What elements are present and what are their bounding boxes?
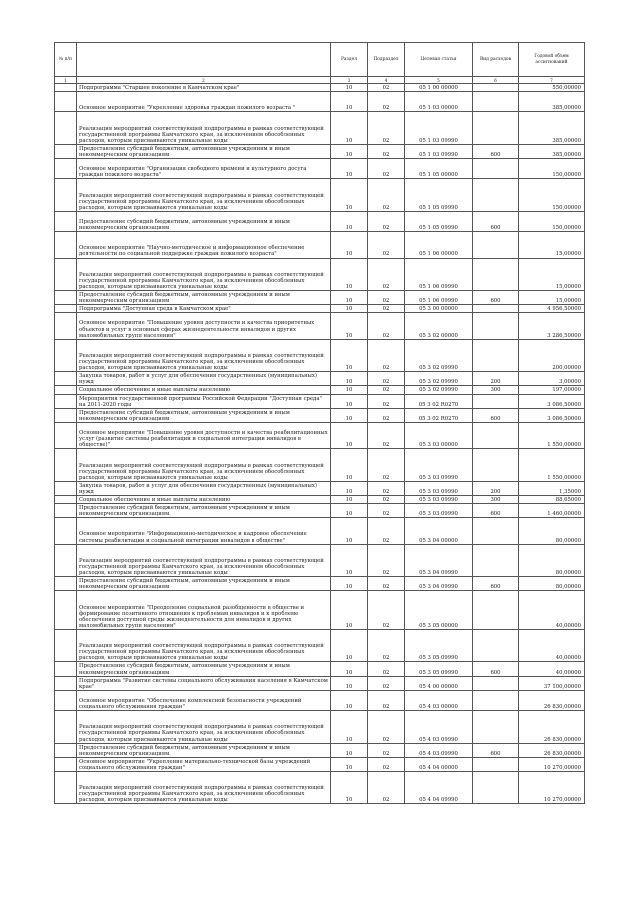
row-number-cell [55, 690, 77, 710]
row-number-cell [55, 386, 77, 394]
table-row [55, 305, 585, 313]
col-header-razdel: Раздел [331, 43, 368, 77]
row-number-cell [55, 495, 77, 503]
table-row [55, 743, 585, 757]
razdel-cell: 10 [331, 591, 368, 630]
target-article-cell: 05 3 05 09990 [405, 629, 473, 662]
expense-type-cell [473, 112, 519, 145]
row-number-cell [55, 757, 77, 771]
table-row [55, 495, 585, 503]
target-article-cell: 05 3 02 09990 [405, 339, 473, 372]
amount-cell: 385,00000 [519, 92, 585, 112]
razdel-cell: 10 [331, 232, 368, 258]
item-name-cell: Предоставление субсидий бюджетным, автономным учреждениям и иным некоммерческим организациям [77, 291, 331, 305]
amount-cell: 3,00000 [519, 372, 585, 386]
expense-type-cell [473, 313, 519, 339]
row-number-cell [55, 258, 77, 291]
col-number: 3 [331, 77, 368, 84]
table-row [55, 771, 585, 804]
item-name-cell: Социальное обеспечение и иные выплаты населению [77, 386, 331, 394]
target-article-cell: 05 4 04 00000 [405, 757, 473, 771]
razdel-cell: 10 [331, 394, 368, 408]
item-name-cell: Основное мероприятие "Повышение уровня доступности и качества приоритетных объектов и услуг в основных сферах жизнедеятельности инвалидов и других маломобильных групп населения" [77, 313, 331, 339]
amount-cell: 80,00000 [519, 544, 585, 577]
amount-cell: 3 286,50000 [519, 313, 585, 339]
razdel-cell: 10 [331, 92, 368, 112]
razdel-cell: 10 [331, 518, 368, 544]
podrazdel-cell: 02 [368, 757, 405, 771]
expense-type-cell [473, 339, 519, 372]
razdel-cell: 10 [331, 676, 368, 690]
row-number-cell [55, 211, 77, 231]
item-name-cell: Предоставление субсидий бюджетным, автономным учреждениям и иным некоммерческим организациям [77, 504, 331, 518]
amount-cell: 150,00000 [519, 179, 585, 212]
col-header-expense-type: Вид расходов [473, 43, 519, 77]
amount-cell: 40,00000 [519, 629, 585, 662]
podrazdel-cell: 02 [368, 211, 405, 231]
row-number-cell [55, 305, 77, 313]
podrazdel-cell: 02 [368, 386, 405, 394]
expense-type-cell [473, 305, 519, 313]
target-article-cell: 05 3 00 00000 [405, 305, 473, 313]
podrazdel-cell: 02 [368, 408, 405, 422]
expense-type-cell [473, 591, 519, 630]
razdel-cell: 10 [331, 258, 368, 291]
expense-type-cell: 200 [473, 481, 519, 495]
item-name-cell: Основное мероприятие "Повышение уровня доступности и качества реабилитационных услуг (развитие системы реабилитации и социальной интеграции инвалидов в обществе)" [77, 422, 331, 448]
podrazdel-cell: 02 [368, 258, 405, 291]
target-article-cell: 05 1 06 00000 [405, 232, 473, 258]
expense-type-cell [473, 676, 519, 690]
col-number: 2 [77, 77, 331, 84]
amount-cell: 385,00000 [519, 144, 585, 158]
item-name-cell: Реализация мероприятий соответствующей подпрограммы в рамках соответствующей государственной программы Камчатского края, за исключением обособленных расходов, которым присваиваются уникальные коды [77, 179, 331, 212]
item-name-cell: Реализация мероприятий соответствующей подпрограммы в рамках соответствующей государственной программы Камчатского края, за исключением обособленных расходов, которым присваиваются уникальные коды [77, 771, 331, 804]
item-name-cell: Закупка товаров, работ и услуг для обеспечения государственных (муниципальных) нужд [77, 481, 331, 495]
item-name-cell: Социальное обеспечение и иные выплаты населению [77, 495, 331, 503]
target-article-cell: 05 3 02 09990 [405, 372, 473, 386]
expense-type-cell: 600 [473, 504, 519, 518]
item-name-cell: Реализация мероприятий соответствующей подпрограммы в рамках соответствующей государственной программы Камчатского края, за исключением обособленных расходов, которым присваиваются уникальные коды [77, 112, 331, 145]
razdel-cell: 10 [331, 449, 368, 482]
podrazdel-cell: 02 [368, 591, 405, 630]
col-header-annual-amount: Годовой объем ассигнований [519, 43, 585, 77]
razdel-cell: 10 [331, 757, 368, 771]
razdel-cell: 10 [331, 408, 368, 422]
table-row [55, 84, 585, 92]
item-name-cell: Подпрограмма "Старшее поколение в Камчатском крае" [77, 84, 331, 92]
amount-cell: 40,00000 [519, 662, 585, 676]
target-article-cell: 05 3 02 00000 [405, 313, 473, 339]
target-article-cell: 05 1 05 00000 [405, 159, 473, 179]
table-row [55, 690, 585, 710]
podrazdel-cell: 02 [368, 422, 405, 448]
table-row [55, 757, 585, 771]
razdel-cell: 10 [331, 743, 368, 757]
expense-type-cell: 600 [473, 743, 519, 757]
row-number-cell [55, 408, 77, 422]
amount-cell: 10 270,00000 [519, 771, 585, 804]
razdel-cell: 10 [331, 662, 368, 676]
razdel-cell: 10 [331, 339, 368, 372]
razdel-cell: 10 [331, 481, 368, 495]
expense-type-cell [473, 179, 519, 212]
podrazdel-cell: 02 [368, 179, 405, 212]
col-header-number: № п/п [55, 43, 77, 77]
item-name-cell: Предоставление субсидий бюджетным, автономным учреждениям и иным некоммерческим организациям [77, 577, 331, 591]
amount-cell: 550,00000 [519, 84, 585, 92]
podrazdel-cell: 02 [368, 544, 405, 577]
target-article-cell: 05 3 04 09990 [405, 577, 473, 591]
razdel-cell: 10 [331, 544, 368, 577]
target-article-cell: 05 3 03 09990 [405, 481, 473, 495]
table-row [55, 629, 585, 662]
col-number: 6 [473, 77, 519, 84]
podrazdel-cell: 02 [368, 711, 405, 744]
row-number-cell [55, 84, 77, 92]
podrazdel-cell: 02 [368, 518, 405, 544]
podrazdel-cell: 02 [368, 676, 405, 690]
table-row [55, 676, 585, 690]
target-article-cell: 05 1 06 09990 [405, 258, 473, 291]
target-article-cell: 05 1 05 09990 [405, 179, 473, 212]
podrazdel-cell: 02 [368, 92, 405, 112]
table-row [55, 144, 585, 158]
table-row [55, 408, 585, 422]
table-row [55, 386, 585, 394]
podrazdel-cell: 02 [368, 504, 405, 518]
amount-cell: 37 100,00000 [519, 676, 585, 690]
amount-cell: 40,00000 [519, 591, 585, 630]
table-row [55, 112, 585, 145]
target-article-cell: 05 3 03 09990 [405, 449, 473, 482]
item-name-cell: Основное мероприятие "Укрепление материально-технической базы учреждений социального обслуживания граждан" [77, 757, 331, 771]
table-row [55, 449, 585, 482]
item-name-cell: Реализация мероприятий соответствующей подпрограммы в рамках соответствующей государственной программы Камчатского края, за исключением обособленных расходов, которым присваиваются уникальные коды [77, 544, 331, 577]
expense-type-cell: 600 [473, 408, 519, 422]
amount-cell: 80,00000 [519, 518, 585, 544]
expense-type-cell: 300 [473, 495, 519, 503]
expense-type-cell [473, 232, 519, 258]
table-row [55, 481, 585, 495]
target-article-cell: 05 1 03 09990 [405, 144, 473, 158]
item-name-cell: Реализация мероприятий соответствующей подпрограммы в рамках соответствующей государственной программы Камчатского края, за исключением обособленных расходов, которым присваиваются уникальные коды [77, 258, 331, 291]
podrazdel-cell: 02 [368, 112, 405, 145]
target-article-cell: 05 3 03 00000 [405, 422, 473, 448]
expense-type-cell [473, 757, 519, 771]
table-row [55, 518, 585, 544]
target-article-cell: 05 4 03 00000 [405, 690, 473, 710]
item-name-cell: Предоставление субсидий бюджетным, автономным учреждениям и иным некоммерческим организациям [77, 662, 331, 676]
table-row [55, 544, 585, 577]
item-name-cell: Предоставление субсидий бюджетным, автономным учреждениям и иным некоммерческим организациям [77, 211, 331, 231]
table-row [55, 179, 585, 212]
target-article-cell: 05 4 04 09990 [405, 771, 473, 804]
podrazdel-cell: 02 [368, 481, 405, 495]
row-number-cell [55, 711, 77, 744]
item-name-cell: Реализация мероприятий соответствующей подпрограммы в рамках соответствующей государственной программы Камчатского края, за исключением обособленных расходов, которым присваиваются уникальные коды [77, 629, 331, 662]
target-article-cell: 05 4 03 09990 [405, 743, 473, 757]
item-name-cell: Основное мероприятие "Организация свободного времени и культурного досуга граждан пожилого возраста" [77, 159, 331, 179]
expense-type-cell [473, 711, 519, 744]
target-article-cell: 05 3 02 09990 [405, 386, 473, 394]
col-number: 7 [519, 77, 585, 84]
budget-document [54, 42, 584, 804]
target-article-cell: 05 4 03 09990 [405, 711, 473, 744]
podrazdel-cell: 02 [368, 232, 405, 258]
row-number-cell [55, 179, 77, 212]
target-article-cell: 05 1 03 00000 [405, 92, 473, 112]
target-article-cell: 05 3 02 R0270 [405, 408, 473, 422]
col-number: 4 [368, 77, 405, 84]
amount-cell: 385,00000 [519, 112, 585, 145]
amount-cell: 150,00000 [519, 159, 585, 179]
row-number-cell [55, 159, 77, 179]
razdel-cell: 10 [331, 504, 368, 518]
row-number-cell [55, 394, 77, 408]
item-name-cell: Основное мероприятие "Обеспечение комплексной безопасности учреждений социального обслуживания граждан" [77, 690, 331, 710]
target-article-cell: 05 3 05 09990 [405, 662, 473, 676]
target-article-cell: 05 1 03 09990 [405, 112, 473, 145]
table-row [55, 92, 585, 112]
razdel-cell: 10 [331, 313, 368, 339]
expense-type-cell: 600 [473, 577, 519, 591]
podrazdel-cell: 02 [368, 313, 405, 339]
table-row [55, 159, 585, 179]
col-number: 5 [405, 77, 473, 84]
amount-cell: 197,00000 [519, 386, 585, 394]
table-body [55, 84, 585, 804]
razdel-cell: 10 [331, 386, 368, 394]
row-number-cell [55, 504, 77, 518]
expense-type-cell: 300 [473, 386, 519, 394]
table-row [55, 291, 585, 305]
row-number-cell [55, 144, 77, 158]
amount-cell: 4 956,50000 [519, 305, 585, 313]
expense-type-cell [473, 422, 519, 448]
expense-type-cell: 600 [473, 144, 519, 158]
podrazdel-cell: 02 [368, 291, 405, 305]
item-name-cell: Предоставление субсидий бюджетным, автономным учреждениям и иным некоммерческим организациям [77, 144, 331, 158]
podrazdel-cell: 02 [368, 159, 405, 179]
podrazdel-cell: 02 [368, 495, 405, 503]
row-number-cell [55, 577, 77, 591]
row-number-cell [55, 313, 77, 339]
table-row [55, 394, 585, 408]
row-number-cell [55, 232, 77, 258]
col-header-name [77, 43, 331, 77]
table-row [55, 662, 585, 676]
target-article-cell: 05 3 04 00000 [405, 518, 473, 544]
row-number-cell [55, 291, 77, 305]
podrazdel-cell: 02 [368, 305, 405, 313]
table-row [55, 422, 585, 448]
expense-type-cell [473, 258, 519, 291]
item-name-cell: Мероприятия государственной программы Российской Федерации "Доступная среда" на 2011-2020 годы [77, 394, 331, 408]
item-name-cell: Закупка товаров, работ и услуг для обеспечения государственных (муниципальных) нужд [77, 372, 331, 386]
row-number-cell [55, 372, 77, 386]
razdel-cell: 10 [331, 84, 368, 92]
expense-type-cell [473, 84, 519, 92]
amount-cell: 26 830,00000 [519, 711, 585, 744]
row-number-cell [55, 544, 77, 577]
table-row [55, 577, 585, 591]
amount-cell: 150,00000 [519, 211, 585, 231]
podrazdel-cell: 02 [368, 771, 405, 804]
expense-type-cell [473, 92, 519, 112]
podrazdel-cell: 02 [368, 84, 405, 92]
expense-type-cell [473, 394, 519, 408]
amount-cell: 26 830,00000 [519, 690, 585, 710]
row-number-cell [55, 771, 77, 804]
item-name-cell: Реализация мероприятий соответствующей подпрограммы в рамках соответствующей государственной программы Камчатского края, за исключением обособленных расходов, которым присваиваются уникальные коды [77, 711, 331, 744]
table-row [55, 211, 585, 231]
amount-cell: 1 550,00000 [519, 422, 585, 448]
razdel-cell: 10 [331, 629, 368, 662]
row-number-cell [55, 662, 77, 676]
expense-type-cell [473, 771, 519, 804]
expense-type-cell: 600 [473, 662, 519, 676]
row-number-cell [55, 591, 77, 630]
col-header-target-article: Целевая статья [405, 43, 473, 77]
expense-type-cell: 200 [473, 372, 519, 386]
expense-type-cell: 600 [473, 211, 519, 231]
table-row [55, 372, 585, 386]
razdel-cell: 10 [331, 690, 368, 710]
expense-type-cell [473, 629, 519, 662]
row-number-cell [55, 743, 77, 757]
table-row [55, 339, 585, 372]
amount-cell: 200,00000 [519, 339, 585, 372]
amount-cell: 1 460,00000 [519, 504, 585, 518]
amount-cell: 3 086,50000 [519, 394, 585, 408]
target-article-cell: 05 1 06 09990 [405, 291, 473, 305]
amount-cell: 1,35000 [519, 481, 585, 495]
podrazdel-cell: 02 [368, 629, 405, 662]
item-name-cell: Основное мероприятие "Информационно-методическое и кадровое обеспечение системы реабилитации и социальной интеграции инвалидов в обществе" [77, 518, 331, 544]
col-header-podrazdel: Подраздел [368, 43, 405, 77]
amount-cell: 15,00000 [519, 232, 585, 258]
row-number-cell [55, 339, 77, 372]
podrazdel-cell: 02 [368, 690, 405, 710]
target-article-cell: 05 3 02 R0270 [405, 394, 473, 408]
podrazdel-cell: 02 [368, 339, 405, 372]
item-name-cell: Основное мероприятие "Укрепление здоровья граждан пожилого возраста " [77, 92, 331, 112]
table-row [55, 313, 585, 339]
expense-type-cell: 600 [473, 291, 519, 305]
podrazdel-cell: 02 [368, 144, 405, 158]
row-number-cell [55, 481, 77, 495]
amount-cell: 15,00000 [519, 258, 585, 291]
budget-table [54, 42, 585, 804]
row-number-cell [55, 422, 77, 448]
item-name-cell: Предоставление субсидий бюджетным, автономным учреждениям и иным некоммерческим организациям [77, 743, 331, 757]
razdel-cell: 10 [331, 305, 368, 313]
target-article-cell: 05 3 04 09990 [405, 544, 473, 577]
razdel-cell: 10 [331, 211, 368, 231]
podrazdel-cell: 02 [368, 372, 405, 386]
item-name-cell: Реализация мероприятий соответствующей подпрограммы в рамках соответствующей государственной программы Камчатского края, за исключением обособленных расходов, которым присваиваются уникальные коды [77, 449, 331, 482]
target-article-cell: 05 3 05 00000 [405, 591, 473, 630]
podrazdel-cell: 02 [368, 577, 405, 591]
razdel-cell: 10 [331, 112, 368, 145]
row-number-cell [55, 449, 77, 482]
amount-cell: 80,00000 [519, 577, 585, 591]
expense-type-cell [473, 159, 519, 179]
razdel-cell: 10 [331, 179, 368, 212]
row-number-cell [55, 629, 77, 662]
row-number-cell [55, 112, 77, 145]
amount-cell: 3 086,50000 [519, 408, 585, 422]
podrazdel-cell: 02 [368, 449, 405, 482]
razdel-cell: 10 [331, 577, 368, 591]
row-number-cell [55, 518, 77, 544]
table-row [55, 504, 585, 518]
podrazdel-cell: 02 [368, 662, 405, 676]
row-number-cell [55, 676, 77, 690]
item-name-cell: Основное мероприятие "Научно-методическое и информационное обеспечение деятельности по социальной поддержке граждан пожилого возраста" [77, 232, 331, 258]
razdel-cell: 10 [331, 144, 368, 158]
razdel-cell: 10 [331, 422, 368, 448]
target-article-cell: 05 4 00 00000 [405, 676, 473, 690]
header-row [55, 43, 585, 77]
amount-cell: 26 830,00000 [519, 743, 585, 757]
table-row [55, 711, 585, 744]
col-number: 1 [55, 77, 77, 84]
expense-type-cell [473, 449, 519, 482]
razdel-cell: 10 [331, 711, 368, 744]
razdel-cell: 10 [331, 159, 368, 179]
target-article-cell: 05 3 03 09990 [405, 495, 473, 503]
expense-type-cell [473, 690, 519, 710]
razdel-cell: 10 [331, 495, 368, 503]
razdel-cell: 10 [331, 372, 368, 386]
target-article-cell: 05 3 03 09990 [405, 504, 473, 518]
target-article-cell: 05 1 05 09990 [405, 211, 473, 231]
expense-type-cell [473, 518, 519, 544]
table-row [55, 232, 585, 258]
podrazdel-cell: 02 [368, 743, 405, 757]
table-row [55, 591, 585, 630]
item-name-cell: Подпрограмма "Развитие системы социального обслуживания населения в Камчатском крае" [77, 676, 331, 690]
razdel-cell: 10 [331, 291, 368, 305]
amount-cell: 15,00000 [519, 291, 585, 305]
target-article-cell: 05 1 00 00000 [405, 84, 473, 92]
expense-type-cell [473, 544, 519, 577]
column-number-row [55, 77, 585, 84]
podrazdel-cell: 02 [368, 394, 405, 408]
amount-cell: 88,65000 [519, 495, 585, 503]
item-name-cell: Подпрограмма "Доступная среда в Камчатском крае" [77, 305, 331, 313]
row-number-cell [55, 92, 77, 112]
item-name-cell: Предоставление субсидий бюджетным, автономным учреждениям и иным некоммерческим организациям [77, 408, 331, 422]
item-name-cell: Основное мероприятие "Преодоление социальной разобщенности в обществе и формирование позитивного отношения к проблемам инвалидов и к проблеме обеспечения доступной среды жизнедеятельности для инвалидов и других маломобильных групп населения" [77, 591, 331, 630]
amount-cell: 1 550,00000 [519, 449, 585, 482]
item-name-cell: Реализация мероприятий соответствующей подпрограммы в рамках соответствующей государственной программы Камчатского края, за исключением обособленных расходов, которым присваиваются уникальные коды [77, 339, 331, 372]
amount-cell: 10 270,00000 [519, 757, 585, 771]
razdel-cell: 10 [331, 771, 368, 804]
table-row [55, 258, 585, 291]
